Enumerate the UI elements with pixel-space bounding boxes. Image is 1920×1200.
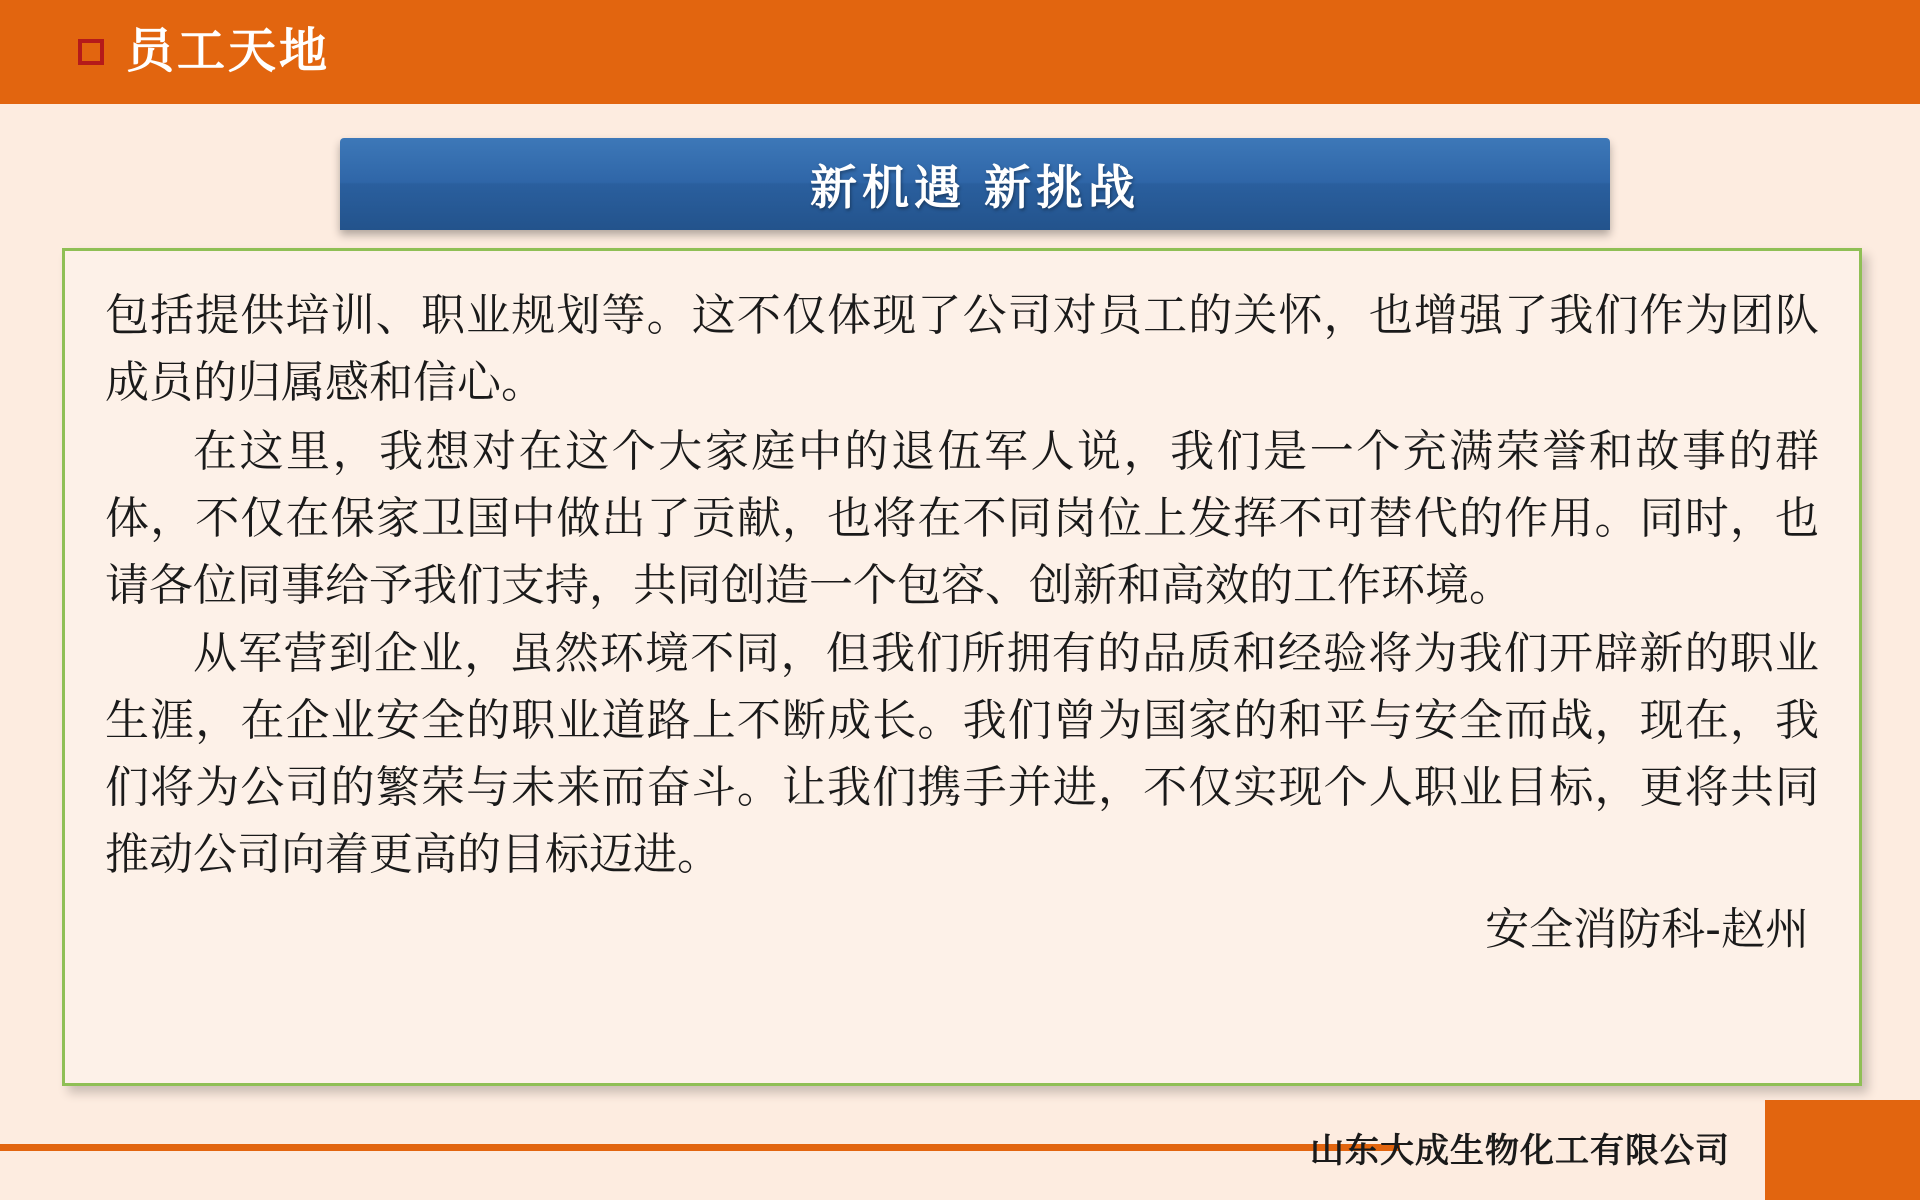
banner-plate bbox=[340, 138, 1610, 230]
banner-title: 新机遇 新挑战 bbox=[809, 160, 1141, 214]
footer-company-name: 山东大成生物化工有限公司 bbox=[1310, 1131, 1730, 1171]
square-bullet-icon bbox=[78, 39, 104, 65]
footer-accent-block bbox=[1765, 1100, 1920, 1200]
banner bbox=[340, 138, 1610, 230]
body-paragraph: 包括提供培训、职业规划等。这不仅体现了公司对员工的关怀，也增强了我们作为团队成员的归属感和信心。 bbox=[105, 290, 1819, 408]
content-box bbox=[62, 248, 1862, 1086]
page-title: 员工天地 bbox=[126, 25, 331, 78]
body-paragraph: 从军营到企业，虽然环境不同，但我们所拥有的品质和经验将为我们开辟新的职业生涯，在企业安全的职业道路上不断成长。我们曾为国家的和平与安全而战，现在，我们将为公司的繁荣与未来而奋斗。让我们携手并进，不仅实现个人职业目标，更将共同推动公司向着更高的目标迈进。 bbox=[105, 628, 1819, 880]
author-signature: 安全消防科-赵州 bbox=[1485, 903, 1809, 955]
body-paragraph: 在这里，我想对在这个大家庭中的退伍军人说，我们是一个充满荣誉和故事的群体，不仅在保家卫国中做出了贡献，也将在不同岗位上发挥不可替代的作用。同时，也请各位同事给予我们支持，共同创造一个包容、创新和高效的工作环境。 bbox=[105, 425, 1819, 611]
header-bar bbox=[0, 0, 1920, 104]
footer-divider bbox=[0, 1144, 1400, 1151]
